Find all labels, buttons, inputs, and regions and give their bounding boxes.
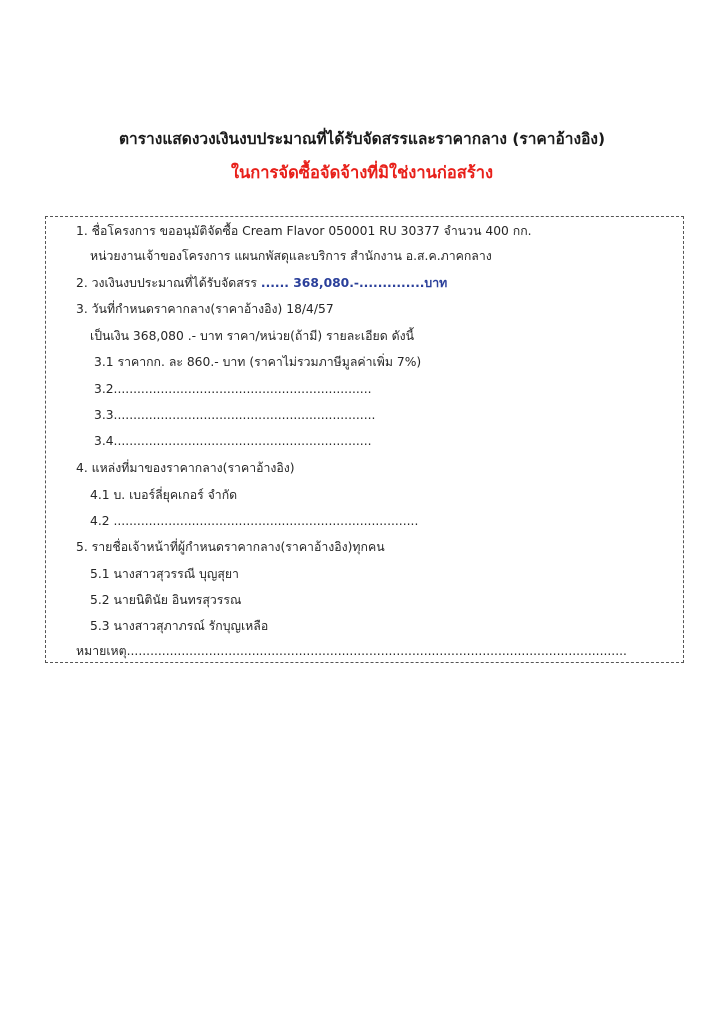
official-5-2: 5.2 นายนิตินัย อินทรสุวรรณ [90,593,242,607]
remarks-line: หมายเหตุ................................................................................................................................ [76,644,627,658]
price-source-heading: 4. แหล่งที่มาของราคากลาง(ราคาอ้างอิง) [76,461,295,475]
official-5-1: 5.1 นางสาวสุวรรณี บุญสุยา [90,567,239,581]
price-item-3-1: 3.1 ราคากก. ละ 860.- บาท (ราคาไม่รวมภาษีมูลค่าเพิ่ม 7%) [94,355,422,369]
budget-amount: ...... 368,080.-..............บาท [260,276,448,290]
price-source-4-1: 4.1 บ. เบอร์ลี่ยุคเกอร์ จำกัด [90,488,238,502]
budget-line [76,275,447,291]
price-item-3-2: 3.2.................................................................. [94,382,372,396]
project-owner-line: หน่วยงานเจ้าของโครงการ แผนกพัสดุและบริการ สำนักงาน อ.ส.ค.ภาคกลาง [90,249,492,263]
price-source-4-2: 4.2 .............................................................................. [90,514,419,528]
officials-heading: 5. รายชื่อเจ้าหน้าที่ผู้กำหนดราคากลาง(ราคาอ้างอิง)ทุกคน [76,540,385,554]
price-date-line: 3. วันที่กำหนดราคากลาง(ราคาอ้างอิง) 18/4/57 [76,302,334,316]
document-title: ตารางแสดงวงเงินงบประมาณที่ได้รับจัดสรรและราคากลาง (ราคาอ้างอิง) [118,130,606,148]
price-item-3-3: 3.3................................................................... [94,408,376,422]
budget-label: 2. วงเงินงบประมาณที่ได้รับจัดสรร [76,276,261,290]
project-name-line: 1. ชื่อโครงการ ขออนุมัติจัดซื้อ Cream Flavor 050001 RU 30377 จำนวน 400 กก. [76,224,532,238]
price-total-line: เป็นเงิน 368,080 .- บาท ราคา/หน่วย(ถ้ามี) รายละเอียด ดังนี้ [90,329,414,343]
price-item-3-4: 3.4.................................................................. [94,434,372,448]
document-subtitle: ในการจัดซื้อจัดจ้างที่มิใช่งานก่อสร้าง [230,163,494,182]
official-5-3: 5.3 นางสาวสุภาภรณ์ รักบุญเหลือ [90,619,269,633]
